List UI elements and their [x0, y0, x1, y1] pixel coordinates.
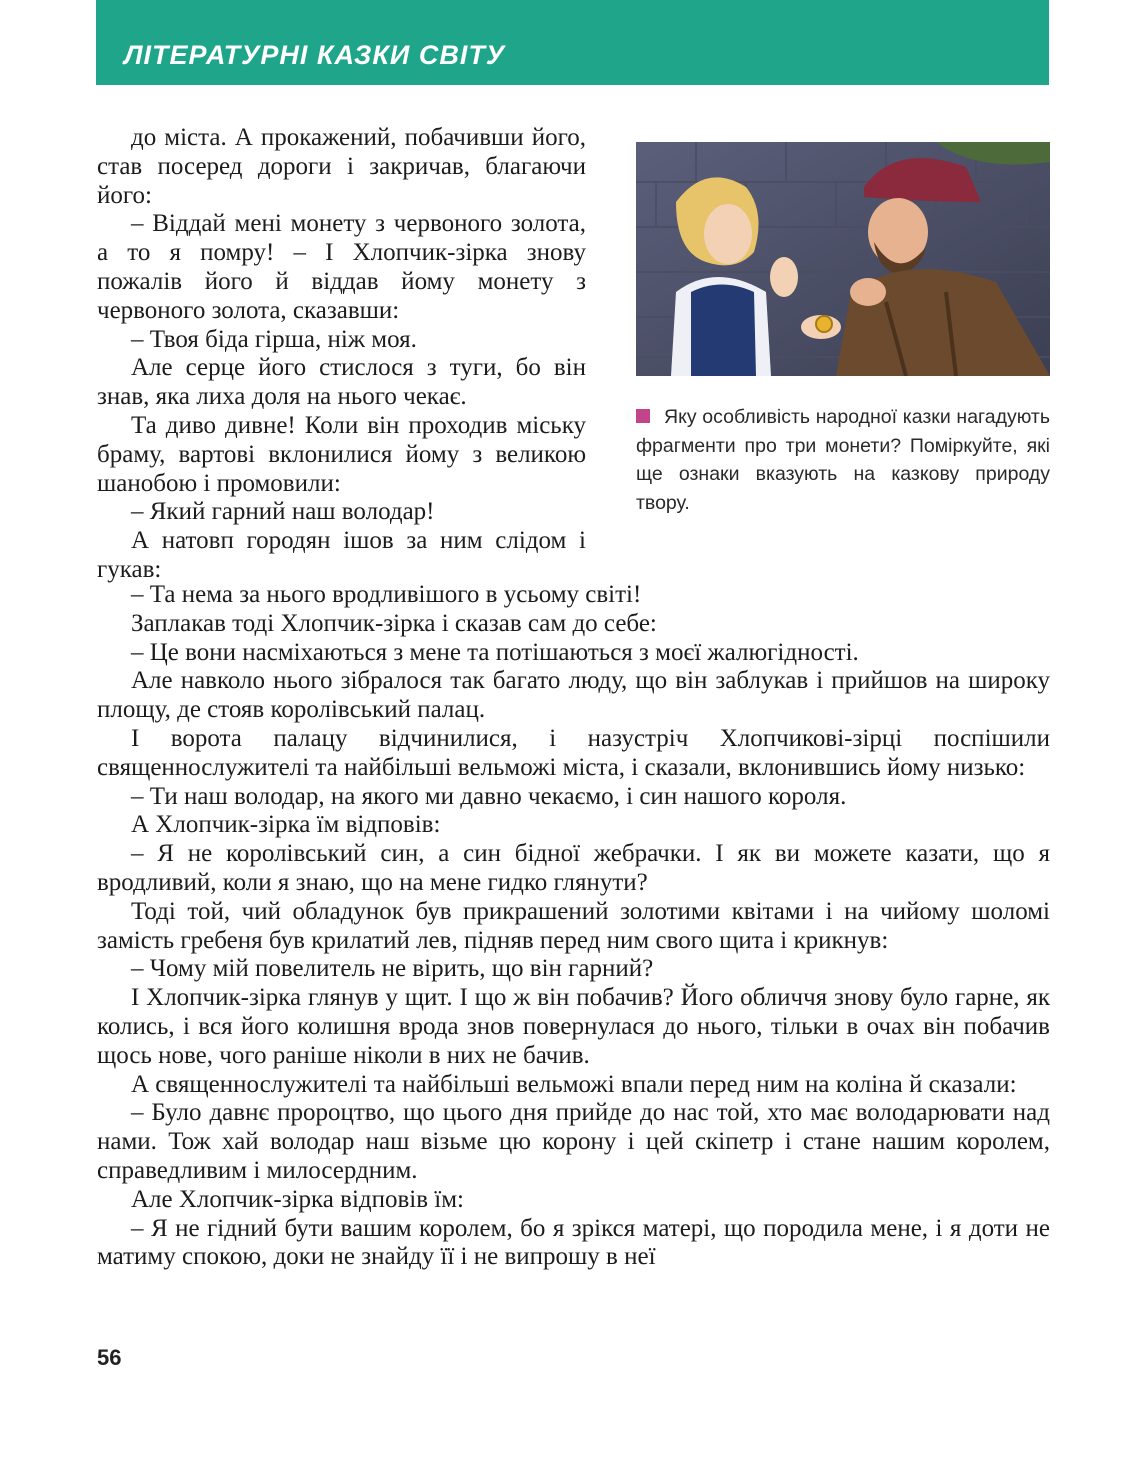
square-marker-icon: [636, 409, 650, 423]
paragraph: – Віддай мені монету з червоного золота, а то я помру! – І Хлопчик-зірка знову пожалів його й віддав йому монету з червоного золота, сказавши:: [97, 210, 586, 324]
paragraph: – Я не гідний бути вашим королем, бо я зрікся матері, що породила мене, і я доти не матиму спокою, доки не знайду її і не випрошу в неї: [97, 1214, 1050, 1271]
paragraph: – Ти наш володар, на якого ми давно чекаємо, і син нашого короля.: [131, 782, 847, 810]
paragraph: Але серце його стислося з туги, бо він знав, яка лиха доля на нього чекає.: [97, 354, 586, 411]
page-number: 56: [97, 1345, 122, 1370]
paragraph: Але Хлопчик-зірка відповів їм:: [131, 1185, 465, 1213]
paragraph: А священнослужителі та найбільші вельможі впали перед ним на коліна й сказали:: [131, 1070, 1017, 1098]
chapter-title: ЛІТЕРАТУРНІ КАЗКИ СВІТУ: [124, 40, 506, 70]
illustration-caption: [636, 403, 1050, 517]
paragraph: Заплакав тоді Хлопчик-зірка і сказав сам до себе:: [131, 609, 657, 637]
caption-text: Яку особливість народної казки нагадують фрагменти про три монети? Поміркуйте, які ще ознаки вказують на казкову природу твору.: [636, 406, 1050, 514]
paragraph: І Хлопчик-зірка глянув у щит. І що ж він побачив? Його обличчя знову було гарне, як колись, і вся його колишня врода знов повернулася до нього, тільки в очах він побачив щось нове, чого раніше ніколи в них не бачив.: [97, 984, 1050, 1069]
paragraph: – Та нема за нього вродливішого в усьому світі!: [131, 581, 642, 608]
paragraph: – Який гарний наш володар!: [131, 498, 435, 526]
paragraph: А натовп городян ішов за ним слідом і гукав:: [97, 527, 586, 583]
paragraph: – Це вони насміхаються з мене та потішаються з моєї жалюгідності.: [131, 638, 859, 666]
text-column-left: [97, 124, 586, 585]
paragraph: Але навколо нього зібралося так багато люду, що він заблукав і прийшов на широку площу, де стояв королівський палац.: [97, 667, 1050, 724]
paragraph: – Було давнє пророцтво, що цього дня прийде до нас той, хто має володарювати над нами. Тож хай володар наш візьме цю корону і цей скіпетр і стане нашим королем, справедливим і милосердним.: [97, 1099, 1050, 1184]
paragraph: Та диво дивне! Коли він проходив міську браму, вартові вклонилися йому з великою шанобою і промовили:: [97, 411, 586, 497]
chapter-header: [96, 0, 1049, 85]
text-column-full: [97, 581, 1050, 1272]
paragraph: А Хлопчик-зірка їм відповів:: [131, 811, 441, 839]
paragraph: Тоді той, чий обладунок був прикрашений золотими квітами і на чийому шоломі замість гребеня був крилатий лев, підняв перед ним свого щита і крикнув:: [97, 897, 1050, 954]
paragraph: – Я не королівський син, а син бідної жебрачки. І як ви можете казати, що я вродливий, коли я знаю, що на мене гидко глянути?: [97, 840, 1050, 896]
story-illustration: [636, 142, 1050, 376]
paragraph: – Чому мій повелитель не вірить, що він гарний?: [131, 955, 654, 983]
paragraph: до міста. А прокажений, побачивши його, став посеред дороги і закричав, благаючи його:: [97, 124, 586, 209]
paragraph: – Твоя біда гірша, ніж моя.: [131, 325, 417, 353]
paragraph: І ворота палацу відчинилися, і назустріч Хлопчикові-зірці поспішили священнослужителі та найбільші вельможі міста, і сказали, вклонившись йому низько:: [97, 724, 1050, 781]
